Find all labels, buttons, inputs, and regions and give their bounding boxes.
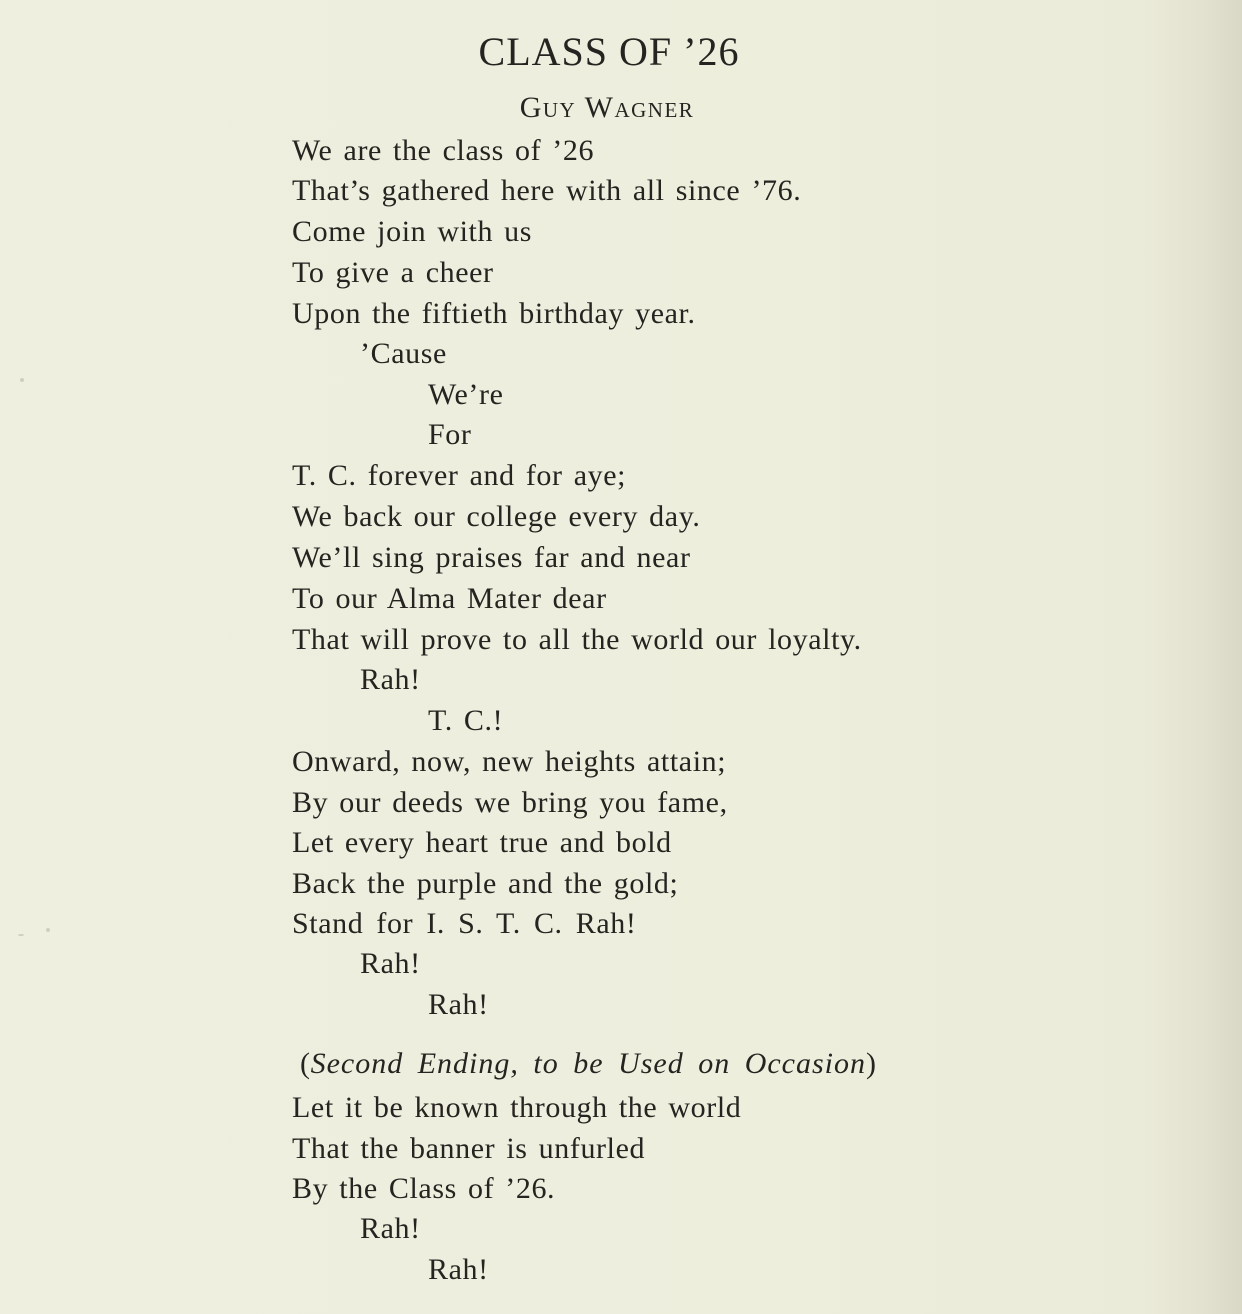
poem-line: We’re: [428, 378, 504, 411]
poem-title: CLASS OF ’26: [478, 29, 740, 74]
poem-line: Rah!: [428, 988, 489, 1021]
poem-line: Onward, now, new heights attain;: [292, 745, 727, 778]
poem-line: Upon the fiftieth birthday year.: [292, 297, 696, 330]
second-ending-note: [300, 1046, 877, 1082]
ending-line: Rah!: [360, 1212, 421, 1245]
poem-line: For: [428, 418, 472, 451]
poem-line: Rah!: [360, 947, 421, 980]
paper-speck: [20, 378, 24, 382]
poem-line: T. C. forever and for aye;: [292, 459, 627, 492]
poem-line: ’Cause: [360, 337, 447, 370]
poem-line: Rah!: [360, 663, 421, 696]
ending-line: Rah!: [428, 1253, 489, 1286]
poem-line: We’ll sing praises far and near: [292, 541, 691, 574]
poem-line: We back our college every day.: [292, 500, 701, 533]
note-open-paren: (: [300, 1047, 311, 1080]
poem-line: To our Alma Mater dear: [292, 582, 607, 615]
poem-author: Guy Wagner: [519, 91, 695, 124]
poem-line: To give a cheer: [292, 256, 494, 289]
poem-line: By our deeds we bring you fame,: [292, 786, 728, 819]
poem-line: Let every heart true and bold: [292, 826, 672, 859]
note-text: Second Ending, to be Used on Occasion: [310, 1047, 866, 1080]
poem-line: That will prove to all the world our loyalty.: [292, 623, 862, 656]
poem-line: Come join with us: [292, 215, 533, 248]
ending-line: Let it be known through the world: [292, 1091, 742, 1124]
poem-line: We are the class of ’26: [292, 134, 595, 167]
poem-line: Back the purple and the gold;: [292, 867, 679, 900]
paper-speck: [18, 934, 24, 936]
poem-line: That’s gathered here with all since ’76.: [292, 174, 802, 207]
note-close-paren: ): [866, 1047, 877, 1080]
poem-line: Stand for I. S. T. C. Rah!: [292, 907, 637, 940]
paper-speck: [46, 928, 50, 932]
poem-line: T. C.!: [428, 704, 504, 737]
ending-line: That the banner is unfurled: [292, 1132, 646, 1165]
ending-line: By the Class of ’26.: [292, 1172, 556, 1205]
